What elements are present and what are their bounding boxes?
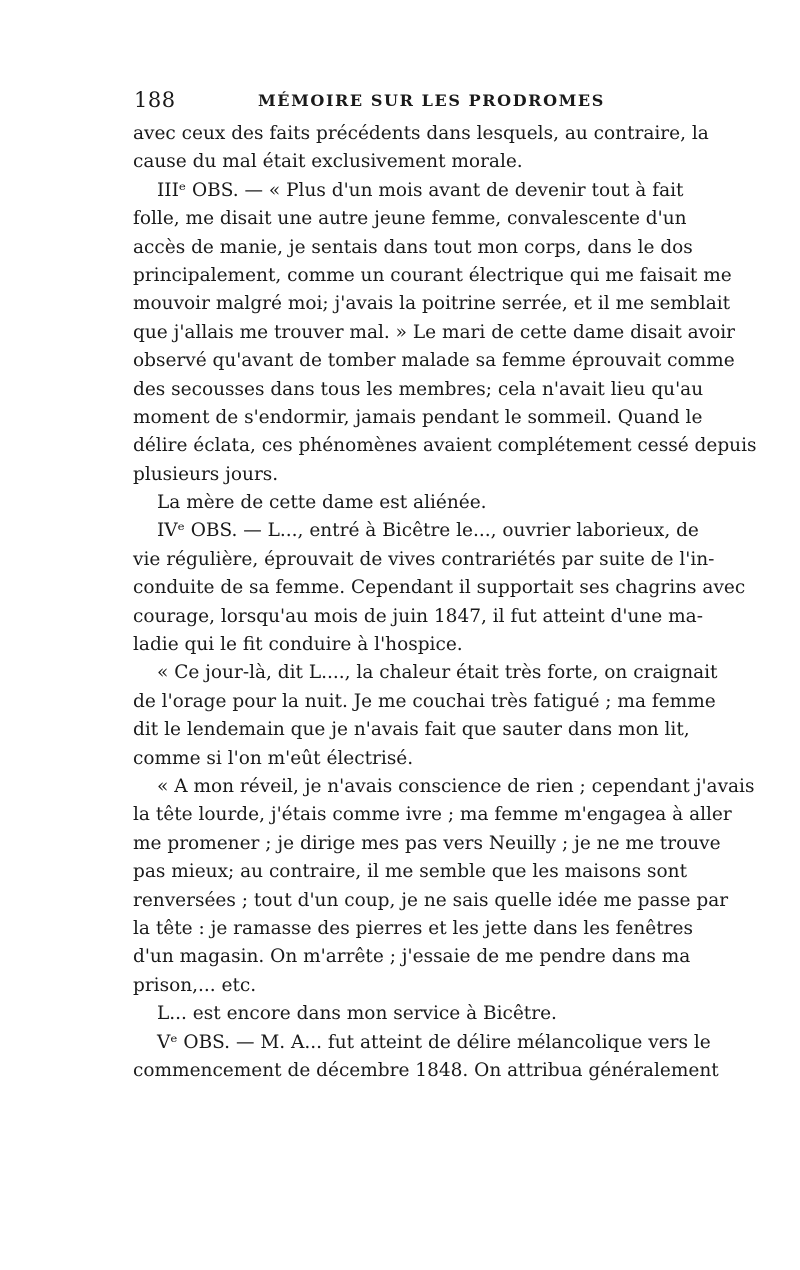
- text-line: conduite de sa femme. Cependant il supportait ses chagrins avec: [133, 577, 746, 599]
- text-line: moment de s'endormir, jamais pendant le sommeil. Quand le: [133, 406, 703, 428]
- text-line: IIIᵉ OBS. — « Plus d'un mois avant de devenir tout à fait: [157, 179, 684, 201]
- text-line: comme si l'on m'eût électrisé.: [133, 747, 414, 769]
- text-line: accès de manie, je sentais dans tout mon corps, dans le dos: [133, 236, 693, 258]
- text-line: pas mieux; au contraire, il me semble que les maisons sont: [133, 861, 688, 883]
- text-line: « Ce jour-là, dit L...., la chaleur était très forte, on craignait: [157, 662, 718, 684]
- text-line: La mère de cette dame est aliénée.: [157, 492, 487, 514]
- text-line: prison,... etc.: [133, 974, 257, 996]
- text-line: observé qu'avant de tomber malade sa femme éprouvait comme: [133, 350, 735, 372]
- text-line: IVᵉ OBS. — L..., entré à Bicêtre le..., ouvrier laborieux, de: [157, 520, 699, 542]
- text-line: plusieurs jours.: [133, 463, 279, 485]
- text-line: que j'allais me trouver mal. » Le mari de cette dame disait avoir: [133, 321, 736, 343]
- text-line: ladie qui le fit conduire à l'hospice.: [133, 634, 463, 656]
- text-line: des secousses dans tous les membres; cela n'avait lieu qu'au: [133, 378, 704, 400]
- text-line: vie régulière, éprouvait de vives contrariétés par suite de l'in-: [133, 548, 715, 570]
- text-line: me promener ; je dirige mes pas vers Neuilly ; je ne me trouve: [133, 832, 721, 854]
- text-line: L... est encore dans mon service à Bicêtre.: [157, 1003, 557, 1025]
- text-line: la tête lourde, j'étais comme ivre ; ma femme m'engagea à aller: [133, 804, 732, 826]
- text-line: renversées ; tout d'un coup, je ne sais quelle idée me passe par: [133, 889, 729, 911]
- text-line: cause du mal était exclusivement morale.: [133, 151, 523, 173]
- body-text: [133, 120, 757, 1085]
- text-line: principalement, comme un courant électrique qui me faisait me: [133, 264, 732, 286]
- text-line: avec ceux des faits précédents dans lesquels, au contraire, la: [133, 123, 709, 144]
- text-line: « A mon réveil, je n'avais conscience de rien ; cependant j'avais: [157, 775, 755, 797]
- text-line: dit le lendemain que je n'avais fait que sauter dans mon lit,: [133, 719, 690, 741]
- text-line: courage, lorsqu'au mois de juin 1847, il fut atteint d'une ma-: [133, 605, 703, 627]
- page-number: 188: [134, 88, 176, 112]
- text-line: Vᵉ OBS. — M. A... fut atteint de délire mélancolique vers le: [157, 1031, 711, 1053]
- text-line: délire éclata, ces phénomènes avaient complétement cessé depuis: [133, 435, 757, 457]
- running-title: MÉMOIRE SUR LES PRODROMES: [258, 91, 605, 110]
- text-line: mouvoir malgré moi; j'avais la poitrine serrée, et il me semblait: [133, 293, 731, 315]
- text-line: d'un magasin. On m'arrête ; j'essaie de me pendre dans ma: [133, 946, 691, 968]
- text-line: commencement de décembre 1848. On attribua généralement: [133, 1059, 719, 1081]
- text-line: de l'orage pour la nuit. Je me couchai très fatigué ; ma femme: [133, 690, 716, 712]
- running-head: [134, 88, 664, 118]
- text-line: folle, me disait une autre jeune femme, convalescente d'un: [133, 208, 687, 230]
- text-line: la tête : je ramasse des pierres et les jette dans les fenêtres: [133, 917, 693, 939]
